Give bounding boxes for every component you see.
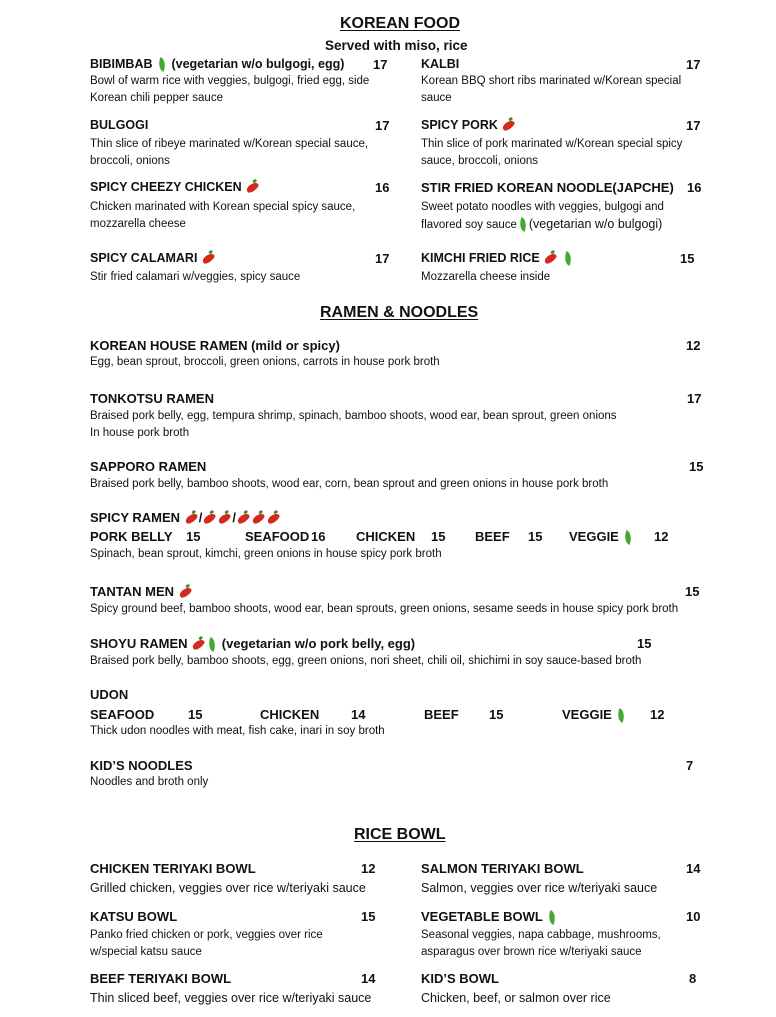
item-price: 8 bbox=[689, 971, 697, 986]
chili-pepper-icon bbox=[178, 586, 193, 599]
item-price: 15 bbox=[689, 459, 704, 474]
chili-pepper-icon bbox=[201, 252, 216, 265]
chili-pepper-icon bbox=[184, 512, 199, 525]
udon-option-chicken: CHICKEN bbox=[260, 707, 320, 722]
item-description: Noodles and broth only bbox=[90, 776, 209, 788]
chili-pepper-icon bbox=[543, 252, 558, 265]
vegetarian-leaf-icon bbox=[562, 251, 574, 266]
item-price: 17 bbox=[375, 118, 390, 133]
menu-item-spicy-cheezy-chicken bbox=[90, 180, 260, 194]
korean-food-subtitle: Served with miso, rice bbox=[325, 38, 468, 53]
item-description: Bowl of warm rice with veggies, bulgogi, fried egg, side Korean chili pepper sauce bbox=[90, 75, 370, 104]
option-price: 15 bbox=[188, 707, 203, 722]
udon-option-seafood: SEAFOOD bbox=[90, 707, 155, 722]
item-price: 16 bbox=[687, 180, 702, 195]
vegetarian-leaf-icon bbox=[623, 530, 635, 545]
item-description: Stir fried calamari w/veggies, spicy sauce bbox=[90, 271, 301, 283]
chili-pepper-icon bbox=[217, 512, 232, 525]
vegetarian-leaf-icon bbox=[206, 637, 218, 652]
item-note: (vegetarian w/o pork belly, egg) bbox=[221, 636, 416, 651]
option-price: 12 bbox=[654, 529, 669, 544]
item-price: 14 bbox=[361, 971, 376, 986]
menu-item-tonkotsu-ramen: TONKOTSU RAMEN bbox=[90, 391, 214, 406]
korean-food-heading: KOREAN FOOD bbox=[340, 15, 460, 32]
option-price: 12 bbox=[650, 707, 665, 722]
item-description: Thin sliced beef, veggies over rice w/teriyaki sauce bbox=[90, 991, 372, 1005]
item-price: 15 bbox=[637, 636, 652, 651]
spicy-ramen-option-pork-belly: PORK BELLY bbox=[90, 529, 173, 544]
option-price: 14 bbox=[351, 707, 366, 722]
option-price: 15 bbox=[431, 529, 446, 544]
vegetarian-leaf-icon bbox=[517, 217, 529, 232]
menu-item-beef-teriyaki-bowl: BEEF TERIYAKI BOWL bbox=[90, 971, 232, 986]
item-price: 17 bbox=[686, 118, 701, 133]
option-price: 15 bbox=[489, 707, 504, 722]
item-description: Braised pork belly, egg, tempura shrimp, spinach, bamboo shoots, wood ear, bean sprout, green onions bbox=[90, 410, 617, 422]
rice-bowl-heading: RICE BOWL bbox=[354, 826, 446, 843]
menu-item-kalbi: KALBI bbox=[421, 57, 460, 71]
item-description: Braised pork belly, bamboo shoots, wood ear, corn, bean sprout and green onions in house pork broth bbox=[90, 478, 609, 490]
item-price: 12 bbox=[361, 861, 376, 876]
vegetarian-leaf-icon bbox=[616, 708, 628, 723]
item-description: Salmon, veggies over rice w/teriyaki sauce bbox=[421, 881, 658, 895]
item-price: 15 bbox=[361, 909, 376, 924]
item-note: (vegetarian w/o bulgogi) bbox=[528, 217, 663, 231]
item-price: 12 bbox=[686, 338, 701, 353]
item-description: Thick udon noodles with meat, fish cake, inari in soy broth bbox=[90, 725, 385, 737]
ramen-noodles-heading: RAMEN & NOODLES bbox=[320, 304, 479, 321]
item-price: 15 bbox=[685, 584, 700, 599]
item-name: SPICY RAMEN bbox=[90, 510, 181, 525]
menu-item-kids-noodles: KID’S NOODLES bbox=[90, 758, 193, 773]
menu-item-spicy-pork bbox=[421, 118, 516, 132]
spicy-ramen-option-seafood: SEAFOOD bbox=[245, 529, 310, 544]
spicy-ramen-option-chicken: CHICKEN bbox=[356, 529, 416, 544]
menu-item-japche: STIR FRIED KOREAN NOODLE(JAPCHE) bbox=[421, 180, 674, 195]
item-description: Chicken, beef, or salmon over rice bbox=[421, 991, 611, 1005]
item-name: SPICY CALAMARI bbox=[90, 251, 198, 265]
menu-item-chicken-teriyaki-bowl: CHICKEN TERIYAKI BOWL bbox=[90, 861, 256, 876]
menu-item-vegetable-bowl bbox=[421, 909, 558, 924]
menu-item-tantan-men bbox=[90, 584, 193, 599]
spicy-ramen-option-veggie bbox=[569, 529, 634, 544]
menu-item-shoyu-ramen bbox=[90, 636, 415, 651]
item-description: Egg, bean sprout, broccoli, green onions, carrots in house pork broth bbox=[90, 356, 440, 368]
item-price: 10 bbox=[686, 909, 701, 924]
item-description: Spinach, bean sprout, kimchi, green onions in house spicy pork broth bbox=[90, 548, 442, 560]
separator: / bbox=[232, 510, 236, 525]
item-description: Seasonal veggies, napa cabbage, mushrooms, asparagus over brown rice w/teriyaki sauce bbox=[421, 929, 661, 958]
item-name: BIBIMBAB bbox=[90, 57, 153, 71]
vegetarian-leaf-icon bbox=[156, 57, 168, 72]
chili-pepper-icon bbox=[251, 512, 266, 525]
item-description: Spicy ground beef, bamboo shoots, wood ear, bean sprouts, green onions, sesame seeds in house spicy pork broth bbox=[90, 603, 679, 615]
option-price: 16 bbox=[311, 529, 326, 544]
item-name: SHOYU RAMEN bbox=[90, 636, 188, 651]
option-name: VEGGIE bbox=[569, 529, 619, 544]
menu-item-sapporo-ramen: SAPPORO RAMEN bbox=[90, 459, 207, 474]
item-name: VEGETABLE BOWL bbox=[421, 909, 543, 924]
item-description-line2: In house pork broth bbox=[90, 427, 190, 439]
option-price: 15 bbox=[186, 529, 201, 544]
item-price: 16 bbox=[375, 180, 390, 195]
item-note: (vegetarian w/o bulgogi, egg) bbox=[171, 57, 345, 71]
item-name: TANTAN MEN bbox=[90, 584, 175, 599]
chili-pepper-icon bbox=[266, 512, 281, 525]
chili-pepper-icon bbox=[202, 512, 217, 525]
menu-item-bulgogi: BULGOGI bbox=[90, 118, 149, 132]
chili-pepper-icon bbox=[502, 119, 517, 132]
udon-option-veggie bbox=[562, 707, 627, 722]
item-name: KIMCHI FRIED RICE bbox=[421, 251, 540, 265]
chili-pepper-icon bbox=[245, 181, 260, 194]
menu-item-udon: UDON bbox=[90, 687, 129, 702]
item-description: Sweet potato noodles with veggies, bulgogi and bbox=[421, 201, 664, 213]
item-description: Braised pork belly, bamboo shoots, egg, green onions, nori sheet, chili oil, shichimi in soy sauce-based broth bbox=[90, 655, 642, 667]
vegetarian-leaf-icon bbox=[546, 910, 558, 925]
item-name: SPICY CHEEZY CHICKEN bbox=[90, 180, 242, 194]
menu-item-salmon-teriyaki-bowl: SALMON TERIYAKI BOWL bbox=[421, 861, 584, 876]
udon-option-beef: BEEF bbox=[424, 707, 459, 722]
item-price: 17 bbox=[686, 57, 701, 72]
item-description-part: flavored soy sauce bbox=[421, 219, 517, 231]
item-price: 17 bbox=[687, 391, 702, 406]
item-price: 17 bbox=[373, 57, 388, 72]
item-description: Thin slice of ribeye marinated w/Korean special sauce, broccoli, onions bbox=[90, 138, 369, 167]
item-price: 14 bbox=[686, 861, 701, 876]
menu-item-kimchi-fried-rice bbox=[421, 251, 574, 265]
menu-item-spicy-ramen bbox=[90, 510, 281, 525]
chili-pepper-icon bbox=[191, 638, 206, 651]
menu-item-bibimbab bbox=[90, 57, 344, 71]
item-name: SPICY PORK bbox=[421, 118, 498, 132]
menu-item-kids-bowl: KID’S BOWL bbox=[421, 971, 499, 986]
option-name: VEGGIE bbox=[562, 707, 612, 722]
item-price: 15 bbox=[680, 251, 695, 266]
item-description: Chicken marinated with Korean special spicy sauce, mozzarella cheese bbox=[90, 201, 356, 230]
item-description: Grilled chicken, veggies over rice w/teriyaki sauce bbox=[90, 881, 366, 895]
option-price: 15 bbox=[528, 529, 543, 544]
item-price: 7 bbox=[686, 758, 694, 773]
item-description: Korean BBQ short ribs marinated w/Korean special sauce bbox=[421, 75, 682, 104]
item-description-line2 bbox=[421, 216, 662, 234]
item-price: 17 bbox=[375, 251, 390, 266]
item-description: Mozzarella cheese inside bbox=[421, 271, 551, 283]
spicy-ramen-option-beef: BEEF bbox=[475, 529, 510, 544]
separator: / bbox=[198, 510, 203, 525]
menu-item-spicy-calamari bbox=[90, 251, 216, 265]
menu-item-korean-house-ramen: KOREAN HOUSE RAMEN (mild or spicy) bbox=[90, 338, 340, 353]
chili-pepper-icon bbox=[236, 512, 251, 525]
item-description: Thin slice of pork marinated w/Korean special spicy sauce, broccoli, onions bbox=[421, 138, 683, 167]
menu-item-katsu-bowl: KATSU BOWL bbox=[90, 909, 178, 924]
item-description: Panko fried chicken or pork, veggies over rice w/special katsu sauce bbox=[90, 929, 323, 958]
